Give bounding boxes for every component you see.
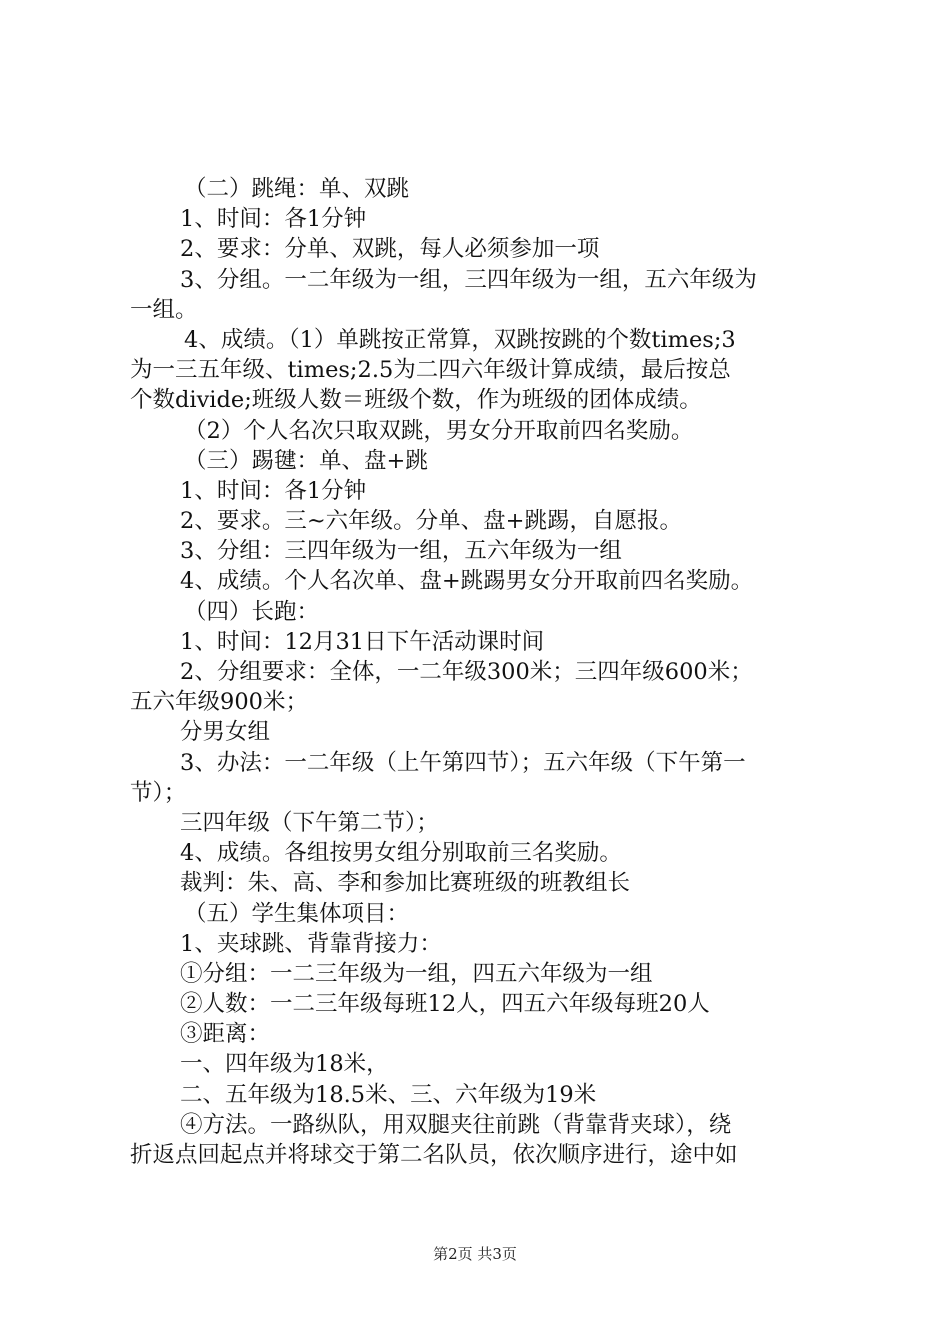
text-line: 五六年级900米； [130, 689, 308, 716]
text-line: 个数divide;班级人数＝班级个数，作为班级的团体成绩。 [130, 387, 702, 414]
text-line: 1、时间：12月31日下午活动课时间 [180, 628, 545, 655]
text-line: ②人数：一二三年级每班12人，四五六年级每班20人 [180, 991, 710, 1018]
text-line: 3、分组：三四年级为一组，五六年级为一组 [180, 538, 622, 565]
text-line: （2）个人名次只取双跳，男女分开取前四名奖励。 [184, 417, 694, 444]
text-line: 一组。 [130, 296, 198, 323]
text-line: （三）踢毽：单、盘+跳 [184, 447, 428, 474]
text-line: 1、夹球跳、背靠背接力： [180, 930, 442, 957]
text-line: 1、时间：各1分钟 [180, 477, 367, 504]
text-line: ①分组：一二三年级为一组，四五六年级为一组 [180, 960, 653, 987]
text-line: 4、成绩。各组按男女组分别取前三名奖励。 [180, 840, 622, 867]
text-line: 二、五年级为18.5米、三、六年级为19米 [180, 1081, 597, 1108]
text-line: 1、时间：各1分钟 [180, 206, 367, 233]
text-line: 裁判：朱、高、李和参加比赛班级的班教组长 [180, 870, 631, 897]
text-line: 3、办法：一二年级（上午第四节）；五六年级（下午第一 [180, 749, 746, 776]
text-line: 分男女组 [180, 719, 271, 746]
text-line: 2、分组要求：全体，一二年级300米；三四年级600米； [180, 659, 753, 685]
text-line: 一、四年级为18米， [180, 1051, 389, 1078]
text-line: 4、成绩。个人名次单、盘+跳踢男女分开取前四名奖励。 [180, 568, 754, 595]
text-line: （四）长跑： [184, 598, 320, 625]
text-line: 三四年级（下午第二节）； [180, 809, 439, 836]
page-footer [0, 1244, 950, 1264]
document-body [130, 174, 830, 1170]
text-line: 3、分组。一二年级为一组，三四年级为一组，五六年级为 [180, 266, 757, 293]
text-line: 节）； [130, 779, 187, 806]
text-line: 为一三五年级、times;2.5为二四六年级计算成绩，最后按总 [130, 357, 731, 384]
text-line: （五）学生集体项目： [184, 900, 410, 927]
text-line: ③距离： [180, 1021, 271, 1048]
text-line: 4、成绩。（1）单跳按正常算，双跳按跳的个数times;3 [184, 326, 736, 353]
page-number: 第2页 共3页 [433, 1245, 517, 1263]
text-line: 2、要求。三~六年级。分单、盘+跳踢，自愿报。 [180, 508, 683, 535]
text-line: （二）跳绳：单、双跳 [184, 176, 410, 202]
text-line: 折返点回起点并将球交于第二名队员，依次顺序进行，途中如 [130, 1142, 738, 1168]
text-line: 2、要求：分单、双跳，每人必须参加一项 [180, 236, 600, 263]
text-line: ④方法。一路纵队，用双腿夹往前跳（背靠背夹球），绕 [180, 1111, 732, 1138]
